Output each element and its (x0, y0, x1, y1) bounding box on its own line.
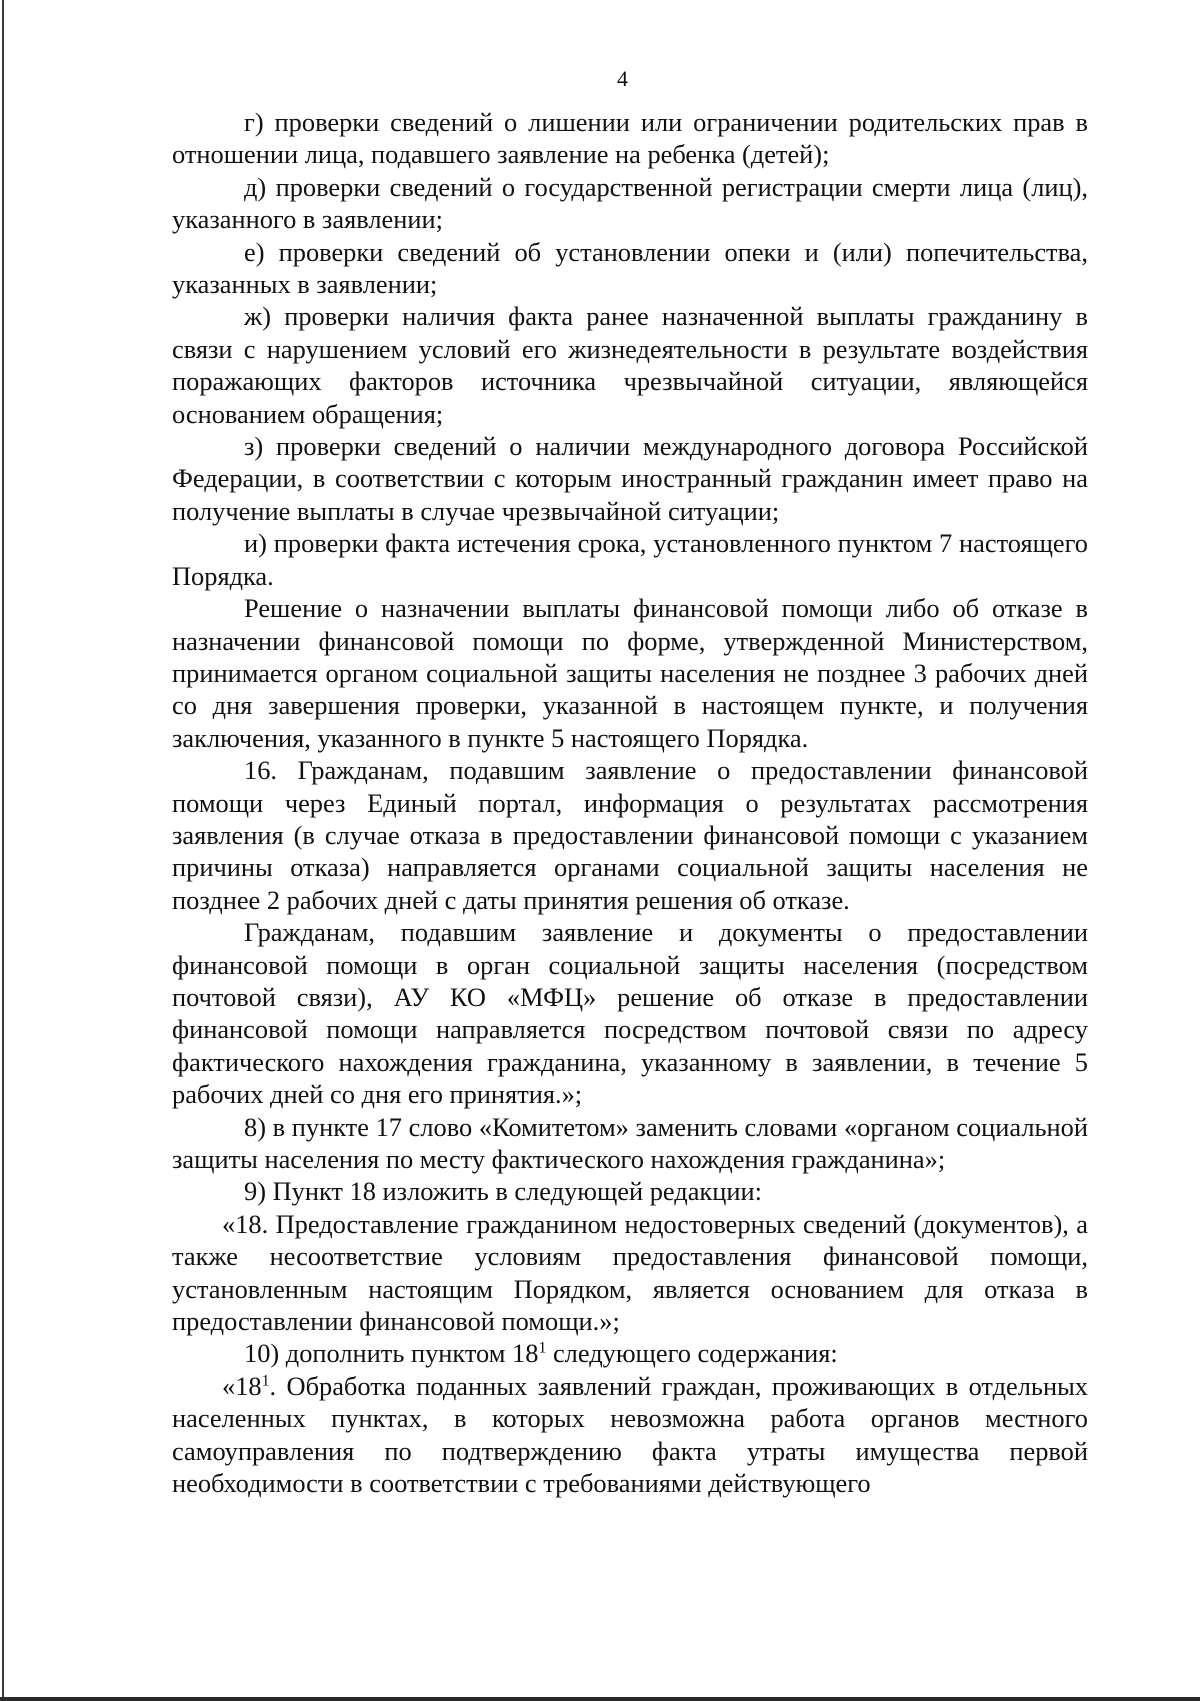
scan-edge-bottom (0, 1697, 1200, 1701)
paragraph-amendment-10 (172, 1337, 1088, 1369)
scan-edge-left (2, 0, 4, 1701)
paragraph-item-e: е) проверки сведений об установлении опеки и (или) попечительства, указанных в заявлении; (172, 236, 1088, 300)
paragraph-point-18-1 (172, 1370, 1088, 1500)
paragraph-item-zh: ж) проверки наличия факта ранее назначенной выплаты гражданину в связи с нарушением условий его жизнедеятельности в результате воздействия поражающих факторов источника чрезвычайной ситуации, являющейся основанием обращения; (172, 301, 1088, 429)
paragraph-citizens: Гражданам, подавшим заявление и документы о предоставлении финансовой помощи в орган социальной защиты населения (посредством почтовой связи), АУ КО «МФЦ» решение об отказе в предоставлении финансовой помощи направляется посредством почтовой связи по адресу фактического нахождения гражданина, указанному в заявлении, в течение 5 рабочих дней со дня его принятия.»; (172, 917, 1088, 1110)
paragraph-item-i: и) проверки факта истечения срока, установленного пунктом 7 настоящего Порядка. (172, 528, 1088, 591)
superscript-one: 1 (538, 1339, 547, 1357)
paragraph-decision: Решение о назначении выплаты финансовой помощи либо об отказе в назначении финансовой помощи по форме, утвержденной Министерством, принимается органом социальной защиты населения не позднее 3 рабочих дней со дня завершения проверки, указанной в настоящем пункте, и получения заключения, указанного в пункте 5 настоящего Порядка. (172, 593, 1088, 753)
page-number: 4 (617, 66, 628, 91)
paragraph-point-18: «18. Предоставление гражданином недостоверных сведений (документов), а также несоответствие условиям предоставления финансовой помощи, установленным настоящим Порядком, является основанием для отказа в предоставлении финансовой помощи.»; (172, 1208, 1088, 1337)
point-18-1-text: . Обработка поданных заявлений граждан, проживающих в отдельных населенных пунктах, в которых невозможна работа органов местного самоуправления по подтверждению факта утраты имущества первой необходимости в соответствии с требованиями действующего (172, 1370, 1088, 1499)
document-body (172, 106, 1088, 1499)
superscript-one: 1 (261, 1372, 270, 1390)
paragraph-item-d: д) проверки сведений о государственной регистрации смерти лица (лиц), указанного в заявлении; (172, 171, 1088, 235)
paragraph-amendment-9: 9) Пункт 18 изложить в следующей редакции: (244, 1176, 762, 1207)
point-18-1-open: «18 (222, 1370, 262, 1401)
paragraph-amendment-8: 8) в пункте 17 слово «Комитетом» заменить словами «органом социальной защиты населения по месту фактического нахождения гражданина»; (172, 1111, 1088, 1174)
paragraph-16: 16. Гражданам, подавшим заявление о предоставлении финансовой помощи через Единый портал, информация о результатах рассмотрения заявления (в случае отказа в предоставлении финансовой помощи с указанием причины отказа) направляется органами социальной защиты населения не позднее 2 рабочих дней с даты принятия решения об отказе. (172, 755, 1088, 915)
paragraph-item-z: з) проверки сведений о наличии международного договора Российской Федерации, в соответствии с которым иностранный гражданин имеет право на получение выплаты в случае чрезвычайной ситуации; (172, 431, 1088, 526)
amendment-10-text: 10) дополнить пунктом 18 (244, 1338, 539, 1369)
paragraph-item-g: г) проверки сведений о лишении или ограничении родительских прав в отношении лица, подавшего заявление на ребенка (детей); (172, 107, 1088, 170)
amendment-10-text-end: следующего содержания: (546, 1338, 838, 1369)
